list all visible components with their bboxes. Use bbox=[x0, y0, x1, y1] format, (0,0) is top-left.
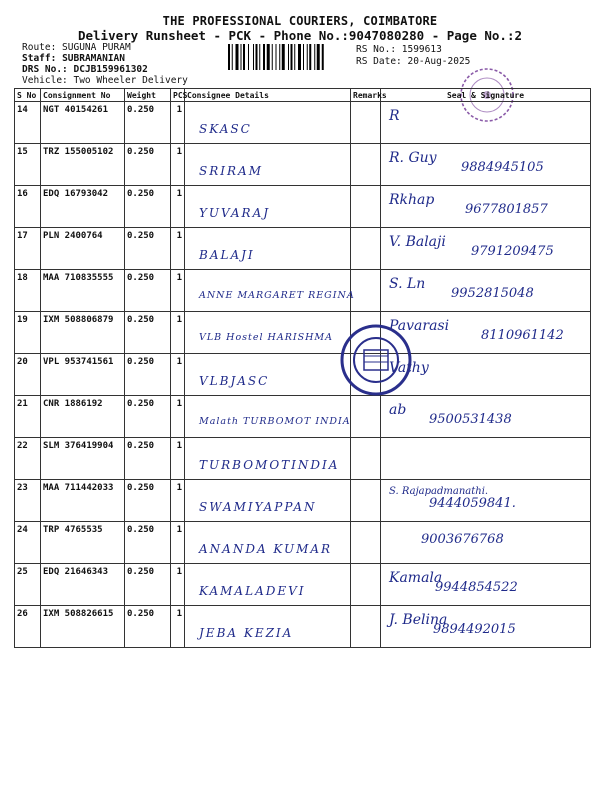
consignee-cell bbox=[185, 564, 351, 606]
consignee-cell bbox=[185, 354, 351, 396]
consignee-cell bbox=[185, 396, 351, 438]
seal-signature-cell bbox=[381, 480, 591, 522]
table-row bbox=[15, 186, 591, 228]
phone-handwriting: 9894492015 bbox=[433, 622, 516, 637]
phone-handwriting: 9944854522 bbox=[435, 580, 518, 595]
sno-cell: 15 bbox=[15, 144, 41, 186]
signature-handwriting: V. Balaji bbox=[389, 234, 446, 250]
sno-cell: 18 bbox=[15, 270, 41, 312]
remarks-cell bbox=[351, 606, 381, 648]
consignee-cell bbox=[185, 480, 351, 522]
sno-cell: 25 bbox=[15, 564, 41, 606]
remarks-cell bbox=[351, 480, 381, 522]
seal-signature-cell bbox=[381, 270, 591, 312]
pcs-cell: 1 bbox=[171, 522, 185, 564]
consignment-cell: IXM 508826615 bbox=[41, 606, 125, 648]
weight-cell: 0.250 bbox=[125, 564, 171, 606]
seal-signature-cell bbox=[381, 228, 591, 270]
consignee-handwriting: BALAJI bbox=[199, 248, 255, 262]
remarks-cell bbox=[351, 564, 381, 606]
seal-signature-cell bbox=[381, 606, 591, 648]
consignment-cell: TRP 4765535 bbox=[41, 522, 125, 564]
signature-handwriting: R bbox=[389, 108, 400, 124]
signature-handwriting: S. Ln bbox=[389, 276, 426, 292]
consignee-cell bbox=[185, 144, 351, 186]
drs-label: DRS No.: bbox=[22, 64, 68, 75]
drs-info bbox=[22, 64, 148, 75]
weight-cell: 0.250 bbox=[125, 186, 171, 228]
rs-number: RS No.: 1599613 bbox=[356, 44, 442, 55]
seal-signature-cell bbox=[381, 522, 591, 564]
phone-handwriting: 9500531438 bbox=[429, 412, 512, 427]
weight-cell: 0.250 bbox=[125, 438, 171, 480]
sno-cell: 17 bbox=[15, 228, 41, 270]
weight-cell: 0.250 bbox=[125, 312, 171, 354]
consignee-cell bbox=[185, 228, 351, 270]
weight-cell: 0.250 bbox=[125, 228, 171, 270]
consignee-handwriting: TURBOMOTINDIA bbox=[199, 458, 340, 472]
pcs-cell: 1 bbox=[171, 438, 185, 480]
staff-value: SUBRAMANIAN bbox=[62, 53, 125, 64]
table-row bbox=[15, 606, 591, 648]
staff-info bbox=[22, 53, 125, 64]
consignee-cell bbox=[185, 522, 351, 564]
signature-handwriting: Kamala bbox=[389, 570, 443, 586]
table-row bbox=[15, 438, 591, 480]
table-row bbox=[15, 354, 591, 396]
consignee-cell bbox=[185, 606, 351, 648]
seal-signature-cell bbox=[381, 186, 591, 228]
pcs-cell: 1 bbox=[171, 396, 185, 438]
consignee-handwriting: VLB Hostel HARISHMA bbox=[199, 332, 333, 343]
phone-handwriting: 9952815048 bbox=[451, 286, 534, 301]
consignee-handwriting: ANNE MARGARET REGINA bbox=[199, 290, 355, 301]
remarks-cell bbox=[351, 270, 381, 312]
barcode-icon bbox=[228, 44, 352, 70]
runsheet-table bbox=[14, 88, 591, 648]
sno-cell: 23 bbox=[15, 480, 41, 522]
signature-handwriting: ab bbox=[389, 402, 407, 418]
consignment-cell: VPL 953741561 bbox=[41, 354, 125, 396]
weight-cell: 0.250 bbox=[125, 480, 171, 522]
remarks-cell bbox=[351, 144, 381, 186]
sno-cell: 14 bbox=[15, 102, 41, 144]
phone-handwriting: 9444059841. bbox=[429, 496, 516, 511]
phone-handwriting: 9003676768 bbox=[421, 532, 504, 547]
consignee-handwriting: ANANDA KUMAR bbox=[199, 542, 333, 556]
sno-cell: 20 bbox=[15, 354, 41, 396]
sno-cell: 21 bbox=[15, 396, 41, 438]
staff-label: Staff: bbox=[22, 53, 57, 64]
weight-cell: 0.250 bbox=[125, 606, 171, 648]
weight-cell: 0.250 bbox=[125, 144, 171, 186]
consignee-handwriting: YUVARAJ bbox=[199, 206, 271, 220]
consignment-cell: EDQ 21646343 bbox=[41, 564, 125, 606]
pcs-cell: 1 bbox=[171, 564, 185, 606]
consignee-handwriting: SKASC bbox=[199, 122, 252, 136]
remarks-cell bbox=[351, 186, 381, 228]
consignment-cell: CNR 1886192 bbox=[41, 396, 125, 438]
consignee-cell bbox=[185, 186, 351, 228]
consignee-handwriting: VLBJASC bbox=[199, 374, 270, 388]
sno-cell: 26 bbox=[15, 606, 41, 648]
phone-handwriting: 8110961142 bbox=[481, 328, 564, 343]
table-row bbox=[15, 480, 591, 522]
route-info: Route: SUGUNA PURAM bbox=[22, 42, 131, 53]
seal-signature-cell bbox=[381, 102, 591, 144]
pcs-cell: 1 bbox=[171, 102, 185, 144]
weight-cell: 0.250 bbox=[125, 522, 171, 564]
col-consignment: Consignment No bbox=[41, 89, 125, 102]
signature-handwriting: J. Belina bbox=[389, 612, 448, 628]
weight-cell: 0.250 bbox=[125, 270, 171, 312]
runsheet-title: Delivery Runsheet - PCK - Phone No.:9047080280 - Page No.:2 bbox=[77, 28, 522, 43]
sno-cell: 16 bbox=[15, 186, 41, 228]
signature-handwriting: Vathy bbox=[389, 360, 429, 376]
col-pcs: PCS bbox=[171, 89, 185, 102]
col-remarks: Remarks bbox=[351, 89, 381, 102]
seal-signature-cell bbox=[381, 564, 591, 606]
seal-signature-cell bbox=[381, 144, 591, 186]
col-consignee: Consignee Details bbox=[185, 89, 351, 102]
weight-cell: 0.250 bbox=[125, 396, 171, 438]
college-seal-icon bbox=[338, 322, 414, 398]
consignee-handwriting: Malath TURBOMOT INDIA bbox=[199, 416, 351, 427]
consignment-cell: SLM 376419904 bbox=[41, 438, 125, 480]
consignment-cell: NGT 40154261 bbox=[41, 102, 125, 144]
table-row bbox=[15, 144, 591, 186]
remarks-cell bbox=[351, 228, 381, 270]
table-row bbox=[15, 396, 591, 438]
table-row bbox=[15, 102, 591, 144]
weight-cell: 0.250 bbox=[125, 354, 171, 396]
table-row bbox=[15, 228, 591, 270]
table-row bbox=[15, 312, 591, 354]
remarks-cell bbox=[351, 396, 381, 438]
pcs-cell: 1 bbox=[171, 606, 185, 648]
pcs-cell: 1 bbox=[171, 480, 185, 522]
phone-handwriting: 9677801857 bbox=[465, 202, 548, 217]
col-sno: S No bbox=[15, 89, 41, 102]
rs-date: RS Date: 20-Aug-2025 bbox=[356, 56, 471, 67]
consignee-cell bbox=[185, 438, 351, 480]
phone-handwriting: 9791209475 bbox=[471, 244, 554, 259]
col-weight: Weight bbox=[125, 89, 171, 102]
consignment-cell: MAA 711442033 bbox=[41, 480, 125, 522]
signature-handwriting: Rkhap bbox=[389, 192, 435, 208]
pcs-cell: 1 bbox=[171, 312, 185, 354]
consignee-handwriting: JEBA KEZIA bbox=[199, 626, 294, 640]
table-row bbox=[15, 564, 591, 606]
col-seal: Seal & Signature bbox=[381, 89, 591, 102]
consignee-cell bbox=[185, 102, 351, 144]
consignee-handwriting: SWAMIYAPPAN bbox=[199, 500, 317, 514]
consignee-handwriting: KAMALADEVI bbox=[199, 584, 306, 598]
consignment-cell: MAA 710835555 bbox=[41, 270, 125, 312]
consignee-handwriting: SRIRAM bbox=[199, 164, 263, 178]
pcs-cell: 1 bbox=[171, 186, 185, 228]
signature-handwriting: Pavarasi bbox=[389, 318, 450, 334]
vehicle-info: Vehicle: Two Wheeler Delivery bbox=[22, 75, 188, 86]
pcs-cell: 1 bbox=[171, 228, 185, 270]
pcs-cell: 1 bbox=[171, 270, 185, 312]
table-row bbox=[15, 270, 591, 312]
sno-cell: 22 bbox=[15, 438, 41, 480]
phone-handwriting: 9884945105 bbox=[461, 160, 544, 175]
signature-handwriting: S. Rajapadmanathi. bbox=[389, 486, 489, 497]
consignment-cell: IXM 508806879 bbox=[41, 312, 125, 354]
consignment-cell: EDQ 16793042 bbox=[41, 186, 125, 228]
sno-cell: 24 bbox=[15, 522, 41, 564]
consignment-cell: PLN 2400764 bbox=[41, 228, 125, 270]
company-title: THE PROFESSIONAL COURIERS, COIMBATORE bbox=[162, 14, 438, 28]
drs-value: DCJB159961302 bbox=[73, 64, 148, 75]
seal-signature-cell bbox=[381, 396, 591, 438]
seal-signature-cell bbox=[381, 438, 591, 480]
weight-cell: 0.250 bbox=[125, 102, 171, 144]
sno-cell: 19 bbox=[15, 312, 41, 354]
table-row bbox=[15, 522, 591, 564]
pcs-cell: 1 bbox=[171, 354, 185, 396]
table-header-row bbox=[15, 89, 591, 102]
remarks-cell bbox=[351, 438, 381, 480]
consignee-cell bbox=[185, 270, 355, 312]
consignment-cell: TRZ 155005102 bbox=[41, 144, 125, 186]
remarks-cell bbox=[351, 102, 381, 144]
pcs-cell: 1 bbox=[171, 144, 185, 186]
remarks-cell bbox=[351, 522, 381, 564]
signature-handwriting: R. Guy bbox=[389, 150, 437, 166]
consignee-cell bbox=[185, 312, 351, 354]
